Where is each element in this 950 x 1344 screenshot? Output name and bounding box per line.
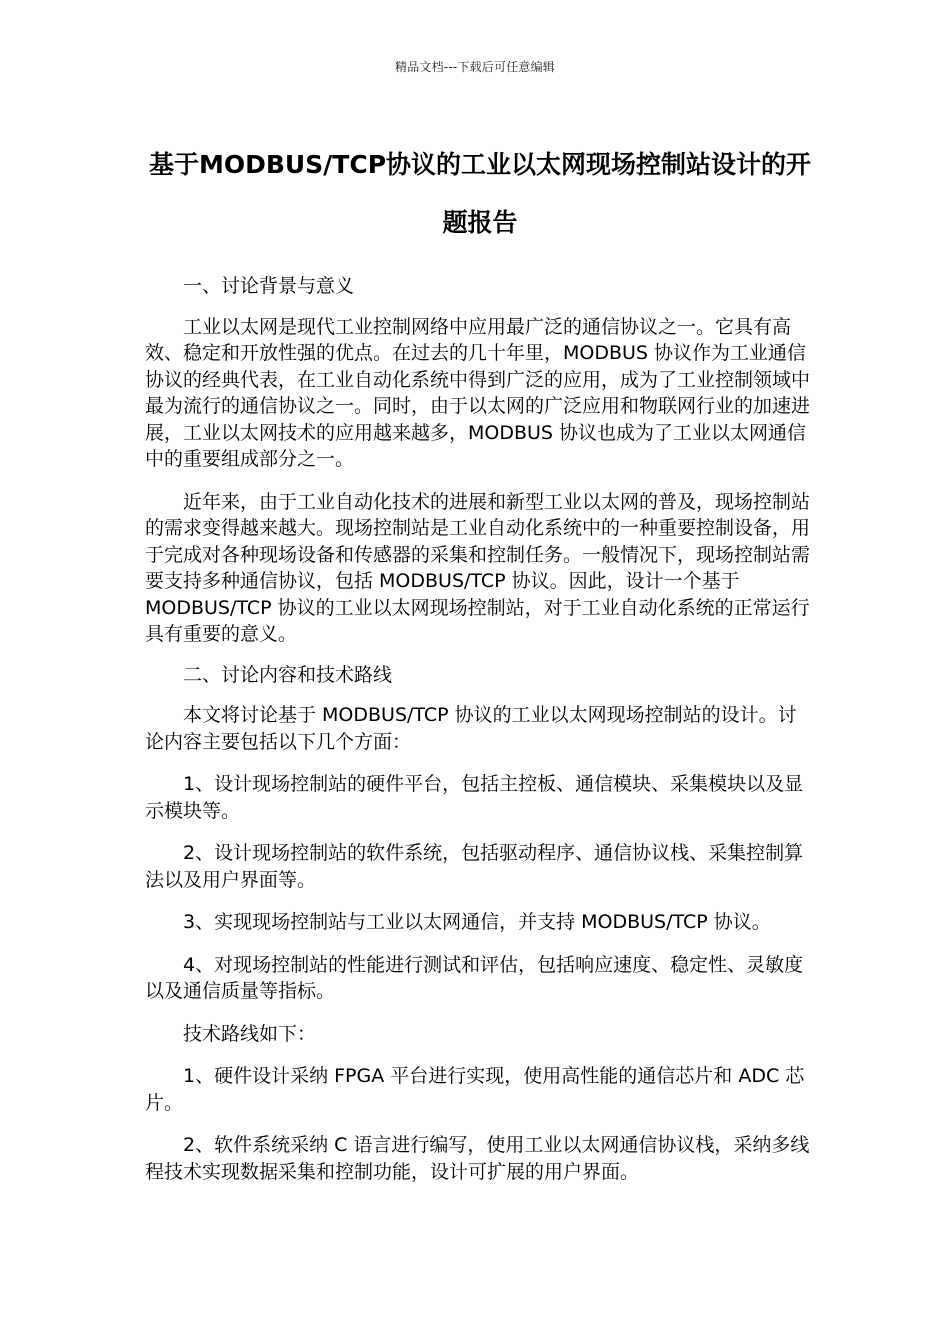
- paragraph-route-intro: 技术路线如下：: [183, 1022, 317, 1045]
- list-item-content-3: 3、实现现场控制站与工业以太网通信，并支持 MODBUS/TCP 协议。: [183, 911, 771, 933]
- list-item-content-1: 1、设计现场控制站的硬件平台，包括主控板、通信模块、采集模块以及显示模块等。: [145, 773, 804, 822]
- document-title: 基于MODBUS/TCP协议的工业以太网现场控制站设计的开题报告: [148, 150, 812, 237]
- document-body: [145, 273, 810, 1185]
- section-heading-content: 二、讨论内容和技术路线: [183, 663, 393, 686]
- section-heading-background: 一、讨论背景与意义: [183, 275, 355, 297]
- list-item-route-1: 1、硬件设计采纳 FPGA 平台进行实现，使用高性能的通信芯片和 ADC 芯片。: [145, 1065, 805, 1114]
- paragraph-background-2: 近年来，由于工业自动化技术的进展和新型工业以太网的普及，现场控制站的需求变得越来越大。现场控制站是工业自动化系统中的一种重要控制设备，用于完成对各种现场设备和传感器的采集和控制任务。一般情况下，现场控制站需要支持多种通信协议，包括 MODBUS/TCP 协议。因此，设计一个基于 MODBUS/TCP 协议的工业以太网现场控制站，对于工业自动化系统的正常运行具有重要的意义。: [145, 490, 811, 645]
- header-note: 精品文档---下载后可任意编辑: [395, 60, 555, 74]
- list-item-route-2: 2、软件系统采纳 C 语言进行编写，使用工业以太网通信协议栈，采纳多线程技术实现数据采集和控制功能，设计可扩展的用户界面。: [145, 1134, 810, 1183]
- paragraph-background-1: 工业以太网是现代工业控制网络中应用最广泛的通信协议之一。它具有高效、稳定和开放性强的优点。在过去的几十年里，MODBUS 协议作为工业通信协议的经典代表，在工业自动化系统中得到广泛的应用，成为了工业控制领域中最为流行的通信协议之一。同时，由于以太网的广泛应用和物联网行业的加速进展，工业以太网技术的应用越来越多，MODBUS 协议也成为了工业以太网通信中的重要组成部分之一。: [145, 315, 811, 470]
- list-item-content-4: 4、对现场控制站的性能进行测试和评估，包括响应速度、稳定性、灵敏度以及通信质量等指标。: [145, 953, 804, 1002]
- paragraph-content-intro: 本文将讨论基于 MODBUS/TCP 协议的工业以太网现场控制站的设计。讨论内容主要包括以下几个方面：: [145, 704, 797, 753]
- list-item-content-2: 2、设计现场控制站的软件系统，包括驱动程序、通信协议栈、采集控制算法以及用户界面等。: [145, 842, 804, 891]
